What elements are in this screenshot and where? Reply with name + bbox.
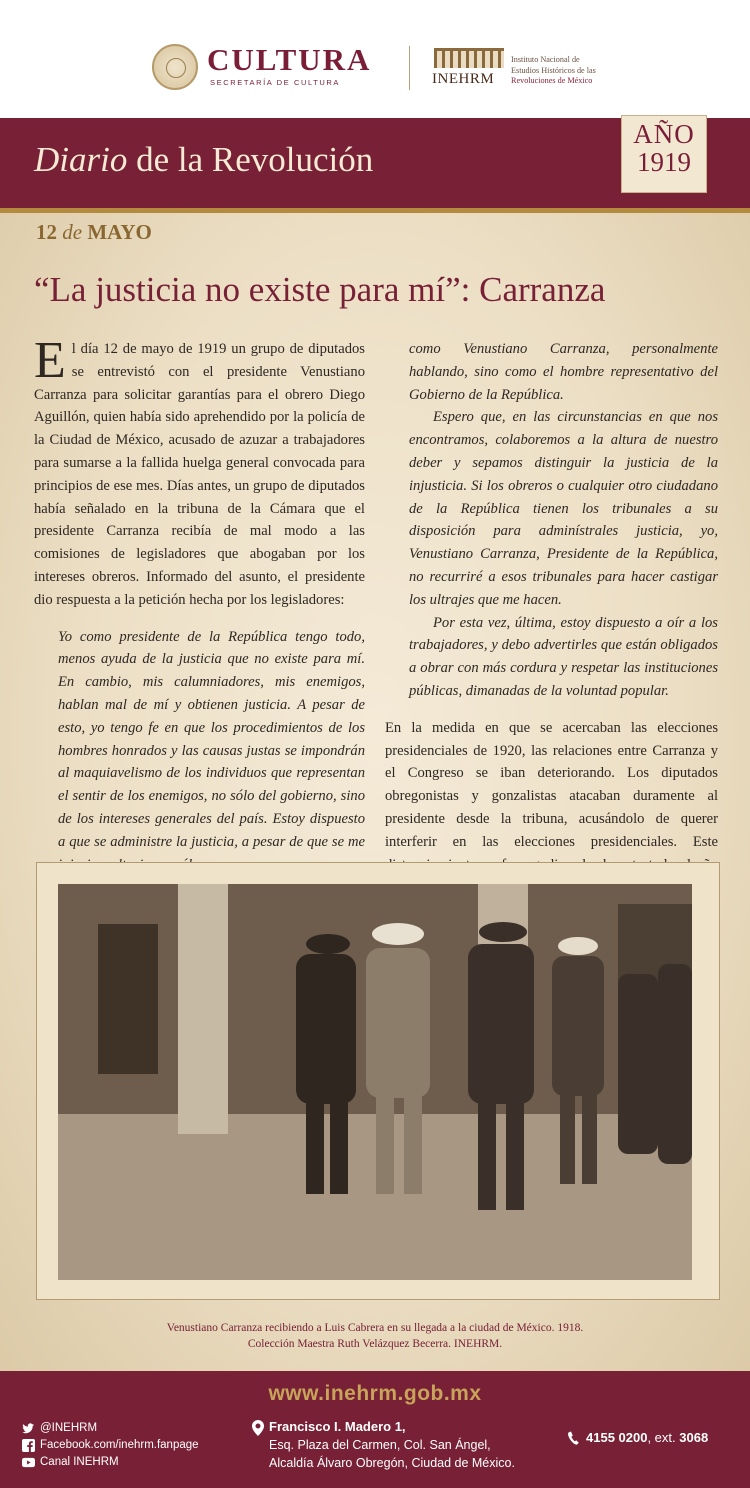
inehrm-description bbox=[511, 55, 596, 87]
address-line-3: Alcaldía Álvaro Obregón, Ciudad de México. bbox=[269, 1456, 515, 1470]
address-block bbox=[252, 1418, 515, 1472]
twitter-row[interactable] bbox=[22, 1420, 199, 1437]
inehrm-building-icon bbox=[434, 48, 504, 68]
inehrm-desc-line-2: Estudios Históricos de las bbox=[511, 65, 596, 75]
twitter-icon bbox=[22, 1422, 35, 1435]
article-date bbox=[36, 220, 152, 245]
youtube-row[interactable] bbox=[22, 1454, 199, 1471]
facebook-link: Facebook.com/inehrm.fanpage bbox=[40, 1439, 199, 1451]
phone-icon bbox=[568, 1431, 580, 1445]
facebook-row[interactable] bbox=[22, 1437, 199, 1454]
quote-paragraph-2: Espero que, en las circunstancias en que nos encontramos, colaboremos a la altura de nuestro deber y sepamos distinguir la justicia de la injusticia. Si los obreros o cualquier otro ciudadano de la República tienen los tribunales a su disposición para adminístrales justicia, yo, Venustiano Carranza, Presidente de la República, no recurriré a esos tribunales para hacer castigar los ultrajes que me hacen. bbox=[409, 409, 718, 608]
social-links bbox=[22, 1420, 199, 1471]
article-headline: “La justicia no existe para mí”: Carranza bbox=[34, 270, 606, 309]
secretaria-label: SECRETARÍA DE CULTURA bbox=[210, 78, 341, 87]
article-paragraph-1-text: l día 12 de mayo de 1919 un grupo de diputados se entrevistó con el presidente Venustiano Carranza para solicitar garantías para el obrero Diego Aguillón, quien había sido aprehendido por la policía de la Ciudad de México, acusado de azuzar a trabajadores para sumarse a la fallida huelga general convocada para principios de ese mes. Días antes, un grupo de diputados había señalado en la tribuna de la Cámara que el presidente Carranza recibía de mal modo a las comisiones de legisladores que abogaban por los intereses obreros. Informado del asunto, el presidente dio respuesta a la petición hecha por los legisladores: bbox=[34, 341, 365, 608]
article-column-left bbox=[34, 332, 365, 876]
photo-illustration bbox=[58, 884, 692, 1280]
date-day: 12 bbox=[36, 220, 57, 244]
address-text bbox=[269, 1418, 515, 1472]
phone-ext-label: , ext. bbox=[647, 1430, 680, 1445]
article-column-right bbox=[385, 338, 718, 899]
phone-block[interactable] bbox=[568, 1430, 708, 1445]
phone-text bbox=[586, 1430, 708, 1445]
phone-ext: 3068 bbox=[679, 1430, 709, 1445]
address-line-1 bbox=[269, 1418, 515, 1436]
youtube-icon bbox=[22, 1456, 35, 1469]
drop-cap: E bbox=[34, 332, 66, 389]
quote-paragraph-1: Yo como presidente de la República tengo todo, menos ayuda de la justicia que no existe para mí. En cambio, mis calumniadores, mis enemigos, hablan mal de mí y obtienen justicia. A pesar de esto, yo tengo fe en que los procedimientos de los hombres honrados y las causas justas se impondrán al maquiavelismo de los individuos que representan el sentir de los enemigos, no sólo del gobierno, sino de los intereses generales del país. Estoy dispuesto a que se administre la justicia, a pesar de que se me bbox=[58, 628, 365, 850]
twitter-handle: @INEHRM bbox=[40, 1422, 98, 1434]
diario-title bbox=[34, 140, 373, 180]
year-value: 1919 bbox=[637, 147, 691, 177]
quote-paragraph-3: Por esta vez, última, estoy dispuesto a oír a los trabajadores, y debo advertirles que están obligados a obrar con más cordura y respetar las instituciones públicas, dimanadas de la voluntad popular. bbox=[409, 614, 718, 699]
address-street: Francisco I. Madero 1, bbox=[269, 1419, 406, 1434]
article-paragraph-2: En la medida en que se acercaban las elecciones presidenciales de 1920, las relaciones entre Carranza y el Congreso se iban deteriorando. Los diputados obregonistas y gonzalistas atacaban duramente al presidente desde la tribuna, acusándolo de querer interferir en las elecciones presidenciales. Este bbox=[385, 719, 718, 850]
website-link[interactable]: www.inehrm.gob.mx bbox=[268, 1382, 482, 1405]
diario-title-italic: Diario bbox=[34, 140, 128, 179]
date-de: de bbox=[57, 220, 88, 244]
quote-paragraph-1-continued: como Venustiano Carranza, personalmente hablando, sino como el hombre representativo del Gobierno de la República. bbox=[409, 341, 718, 403]
inehrm-desc-line-3: Revoluciones de México bbox=[511, 76, 593, 85]
historic-photograph bbox=[58, 884, 692, 1280]
photo-caption-line-2: Colección Maestra Ruth Velázquez Becerra. INEHRM. bbox=[247, 1338, 503, 1350]
year-box bbox=[621, 115, 707, 193]
facebook-icon bbox=[22, 1439, 35, 1452]
header-divider bbox=[409, 46, 410, 90]
youtube-channel: Canal INEHRM bbox=[40, 1456, 119, 1468]
inehrm-logo-text: INEHRM bbox=[432, 71, 495, 87]
inehrm-desc-line-1: Instituto Nacional de bbox=[511, 55, 580, 64]
diario-title-rest: de la Revolución bbox=[127, 140, 374, 179]
address-line-2: Esq. Plaza del Carmen, Col. San Ángel, bbox=[269, 1438, 491, 1452]
date-month: MAYO bbox=[87, 220, 152, 244]
top-header bbox=[0, 0, 750, 118]
year-label: AÑO bbox=[633, 119, 695, 149]
cultura-logo-text: CULTURA bbox=[207, 42, 372, 77]
phone-number: 4155 0200 bbox=[586, 1430, 648, 1445]
article-paragraph-1 bbox=[34, 332, 365, 612]
photo-caption-line-1: Venustiano Carranza recibiendo a Luis Cabrera en su llegada a la ciudad de México. 1918. bbox=[166, 1322, 584, 1334]
location-pin-icon bbox=[252, 1420, 264, 1436]
national-seal-logo bbox=[152, 44, 198, 90]
